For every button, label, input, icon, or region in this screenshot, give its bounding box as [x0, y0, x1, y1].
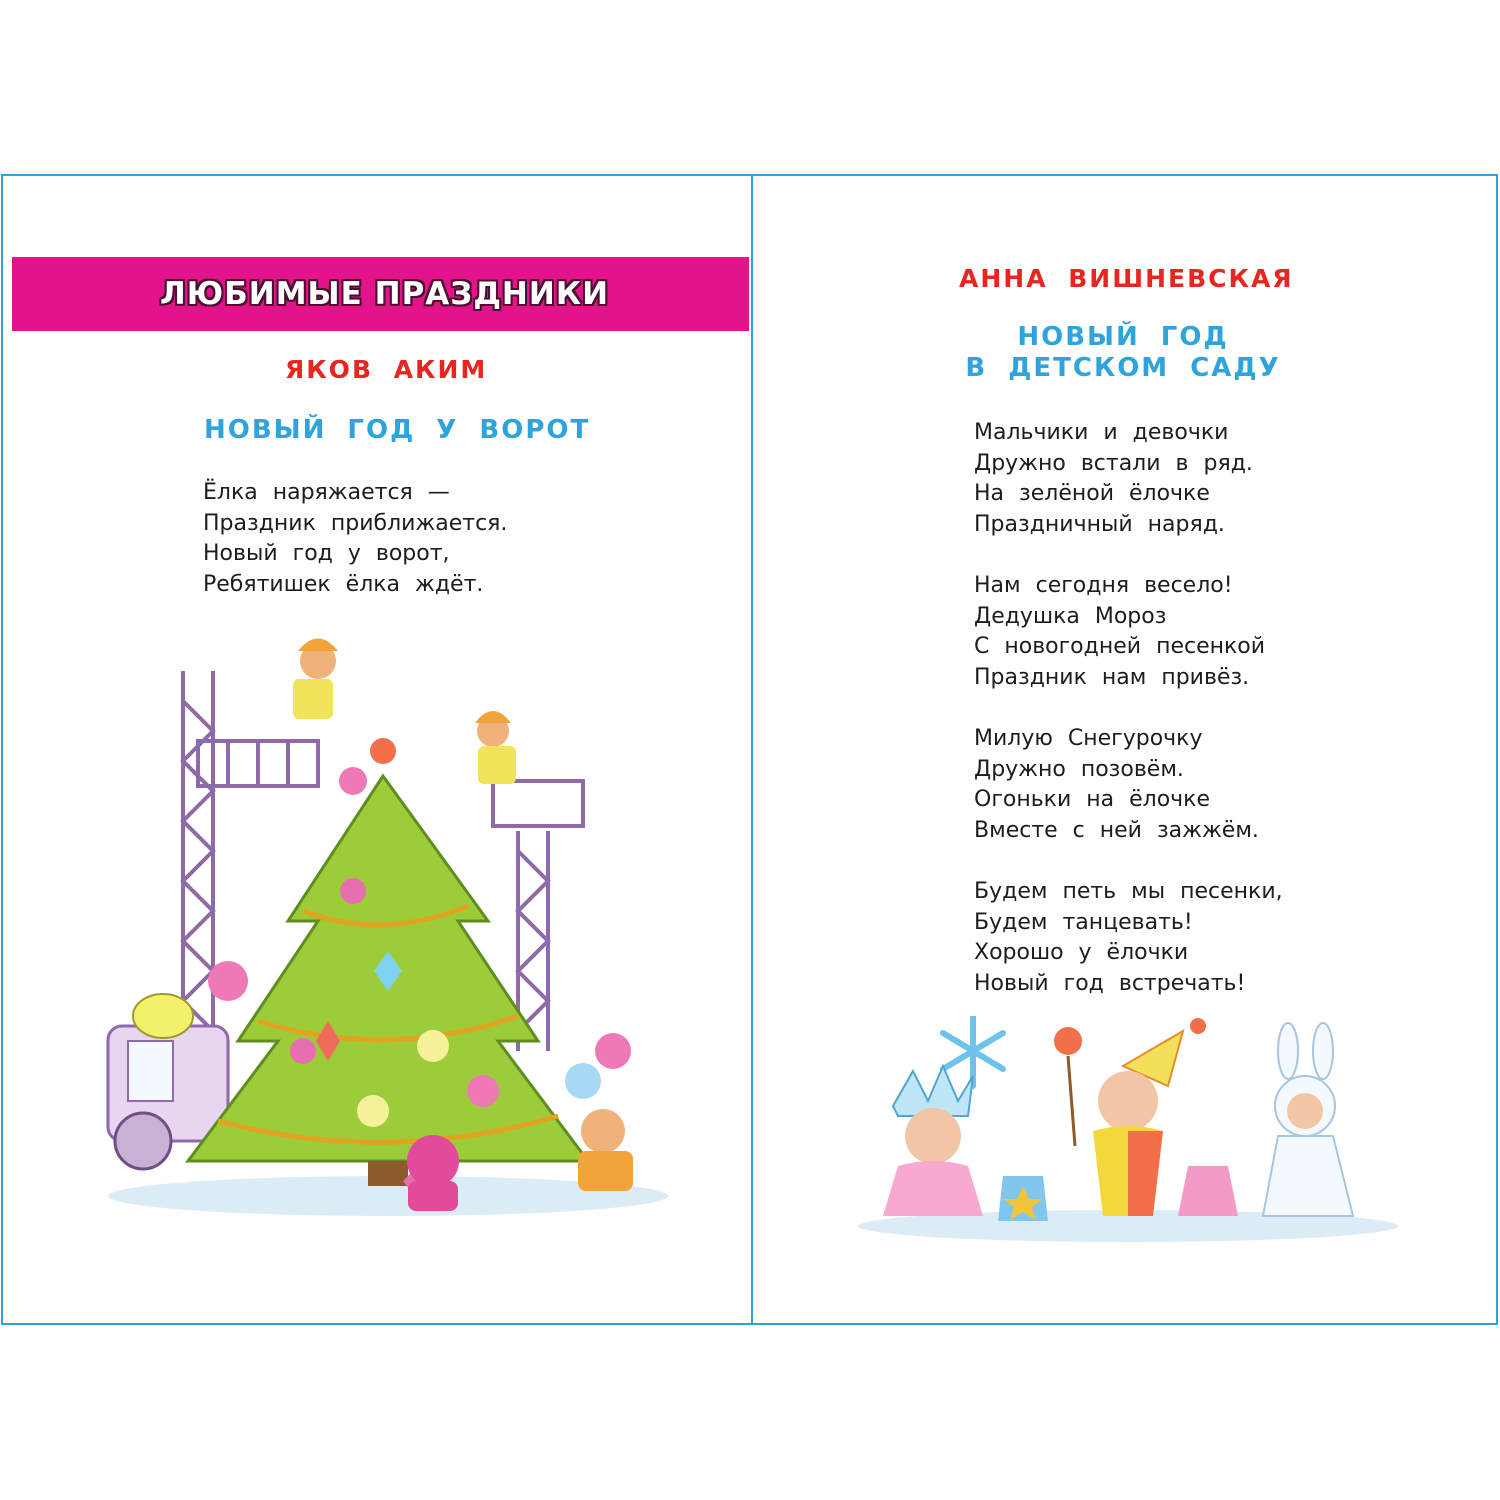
christmas-tree-illustration — [88, 621, 708, 1221]
title-line: НОВЫЙ ГОД — [1017, 322, 1229, 352]
page-divider — [751, 176, 753, 1323]
book-spread — [1, 174, 1498, 1325]
stanza — [974, 877, 1283, 999]
right-poem-verse — [974, 418, 1283, 1030]
verse-line: Нам сегодня весело! — [974, 573, 1233, 598]
verse-line: Будем танцевать! — [974, 909, 1193, 935]
verse-line: Дружно встали в ряд. — [974, 450, 1253, 476]
right-poem-title — [953, 322, 1293, 384]
verse-line: Дедушка Мороз — [974, 603, 1167, 629]
verse-line: Дружно позовём. — [974, 756, 1184, 782]
verse-line: Праздник приближается. — [203, 510, 508, 536]
verse-line: Вместе с ней зажжём. — [974, 817, 1259, 843]
section-header: ЛЮБИМЫЕ ПРАЗДНИКИ — [160, 276, 610, 312]
kids-costume-illustration — [853, 1016, 1413, 1246]
verse-line: С новогодней песенкой — [974, 634, 1266, 659]
verse-line: Праздник нам привёз. — [974, 664, 1250, 690]
stanza — [974, 418, 1283, 540]
verse-line: Огоньки на ёлочке — [974, 787, 1210, 812]
verse-line: Ребятишек ёлка ждёт. — [203, 571, 484, 597]
left-poem-author: ЯКОВ АКИМ — [285, 355, 488, 384]
stanza — [974, 571, 1283, 693]
title-line: В ДЕТСКОМ САДУ — [965, 353, 1281, 383]
verse-line: Новый год у ворот, — [203, 541, 450, 566]
verse-line: Ёлка наряжается — — [203, 480, 450, 505]
left-poem-title: НОВЫЙ ГОД У ВОРОТ — [204, 415, 591, 445]
verse-line: Милую Снегурочку — [974, 726, 1203, 751]
verse-line: На зелёной ёлочке — [974, 481, 1210, 506]
section-banner — [12, 257, 749, 331]
verse-line: Мальчики и девочки — [974, 420, 1229, 445]
verse-line: Праздничный наряд. — [974, 511, 1225, 537]
left-poem-verse — [203, 478, 507, 600]
verse-line: Хорошо у ёлочки — [974, 940, 1189, 965]
verse-line: Будем петь мы песенки, — [974, 879, 1283, 904]
stanza — [974, 724, 1283, 846]
right-poem-author: АННА ВИШНЕВСКАЯ — [959, 264, 1294, 293]
verse-line: Новый год встречать! — [974, 970, 1246, 996]
